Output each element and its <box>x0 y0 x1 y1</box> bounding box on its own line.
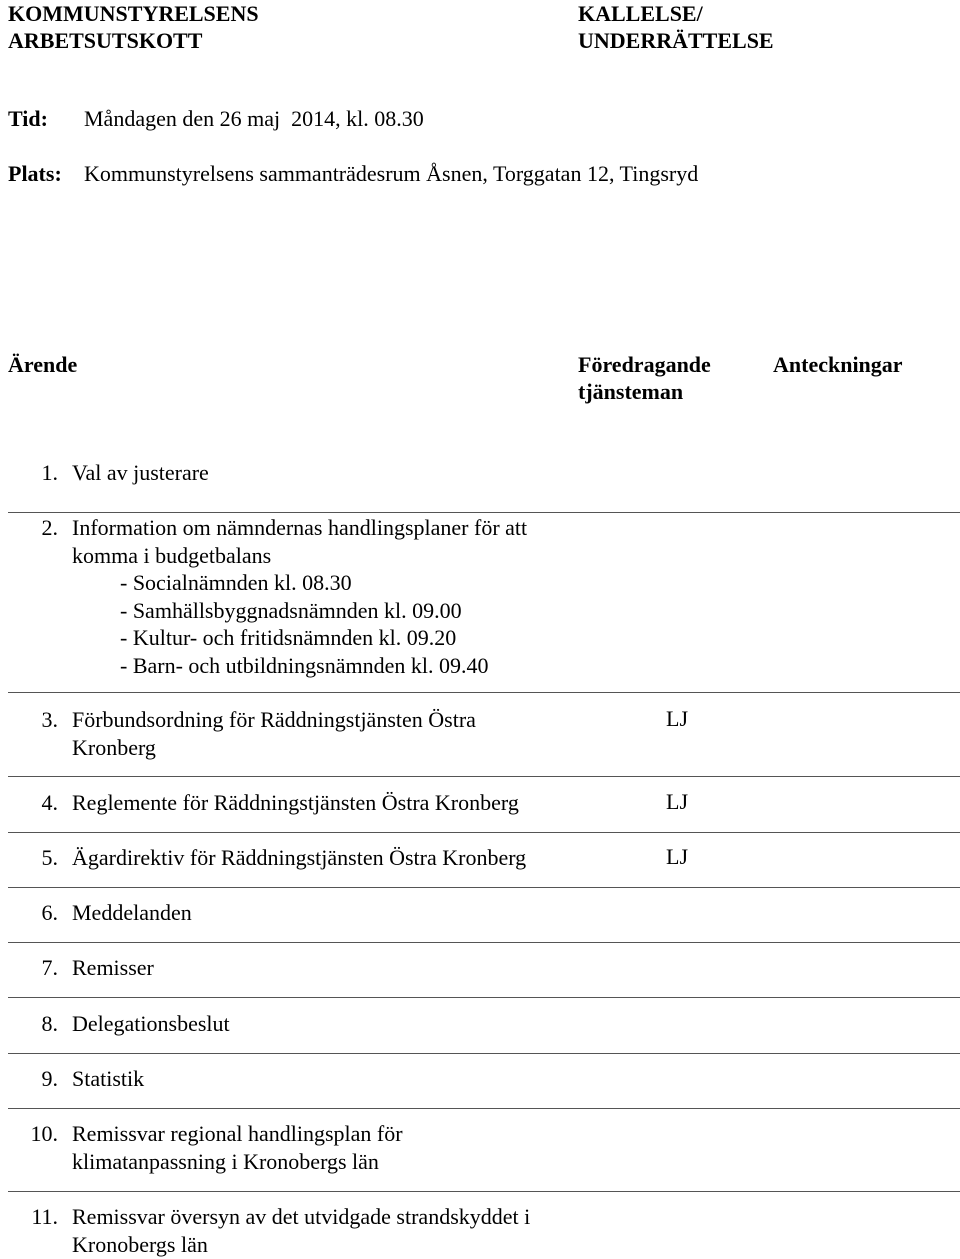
row-divider <box>8 692 960 693</box>
item-number: 11. <box>31 1204 58 1229</box>
item-number: 10. <box>30 1121 58 1146</box>
item-number: 2. <box>41 515 58 540</box>
row-divider <box>8 887 960 888</box>
column-heading-foredragande <box>578 351 711 405</box>
item-text <box>72 844 526 872</box>
item-text <box>72 1065 144 1093</box>
item-text-line: komma i budgetbalans <box>72 542 272 568</box>
item-text-line: Förbundsordning för Räddningstjänsten Östra <box>72 707 476 732</box>
item-text <box>72 514 527 679</box>
item-text-line: Kronobergs län <box>72 1231 208 1257</box>
item-text <box>72 1203 530 1258</box>
item-text <box>72 459 209 487</box>
sub-item: - Kultur- och fritidsnämnden kl. 09.20 <box>120 625 457 650</box>
item-text <box>72 706 476 761</box>
item-number: 8. <box>41 1011 58 1036</box>
org-name-line1: KOMMUNSTYRELSENS <box>8 1 259 26</box>
responsible-official: LJ <box>666 789 688 814</box>
row-divider <box>8 1108 960 1109</box>
item-text-line: Delegationsbeslut <box>72 1011 230 1036</box>
sub-item: - Socialnämnden kl. 08.30 <box>120 570 352 595</box>
item-number: 1. <box>41 460 58 485</box>
item-number: 4. <box>41 790 58 815</box>
sub-item: - Samhällsbyggnadsnämnden kl. 09.00 <box>120 597 462 623</box>
row-divider <box>8 1053 960 1054</box>
place-label: Plats: <box>8 161 62 186</box>
item-number: 7. <box>41 955 58 980</box>
responsible-official: LJ <box>666 844 688 869</box>
column-heading-anteckningar: Anteckningar <box>773 352 903 377</box>
item-text-line: Remissvar översyn av det utvidgade strandskyddet i <box>72 1204 531 1229</box>
item-number: 3. <box>41 707 58 732</box>
item-text <box>72 1010 230 1038</box>
row-divider <box>8 1191 960 1192</box>
row-divider <box>8 832 960 833</box>
column-heading-foredragande-line2: tjänsteman <box>578 379 684 404</box>
time-value: Måndagen den 26 maj 2014, kl. 08.30 <box>84 106 424 131</box>
column-heading-arende: Ärende <box>8 352 78 377</box>
item-text-line: Reglemente för Räddningstjänsten Östra Kronberg <box>72 790 519 815</box>
row-divider <box>8 776 960 777</box>
document-type-line1: KALLELSE/ <box>578 1 703 26</box>
item-text <box>72 1120 403 1175</box>
item-number: 5. <box>41 845 58 870</box>
item-text-line: Meddelanden <box>72 900 192 925</box>
document-type <box>578 0 774 54</box>
item-text <box>72 789 519 817</box>
item-number: 9. <box>41 1066 58 1091</box>
item-text-line: Statistik <box>72 1066 145 1091</box>
item-text <box>72 954 154 982</box>
item-text-line: Kronberg <box>72 734 156 760</box>
item-text <box>72 899 192 927</box>
item-number: 6. <box>41 900 58 925</box>
item-text-line: Remisser <box>72 955 154 980</box>
org-name-line2: ARBETSUTSKOTT <box>8 28 203 53</box>
time-label: Tid: <box>8 106 48 131</box>
row-divider <box>8 997 960 998</box>
column-heading-foredragande-line1: Föredragande <box>578 352 711 377</box>
item-text-line: Ägardirektiv för Räddningstjänsten Östra Kronberg <box>72 845 527 870</box>
item-text-line: Val av justerare <box>72 460 209 485</box>
item-text-line: klimatanpassning i Kronobergs län <box>72 1148 379 1174</box>
place-value: Kommunstyrelsens sammanträdesrum Åsnen, Torggatan 12, Tingsryd <box>84 161 699 186</box>
item-text-line: Remissvar regional handlingsplan för <box>72 1121 403 1146</box>
row-divider <box>8 512 960 513</box>
responsible-official: LJ <box>666 706 688 731</box>
row-divider <box>8 942 960 943</box>
sub-item: - Barn- och utbildningsnämnden kl. 09.40 <box>120 652 489 678</box>
item-text-line: Information om nämndernas handlingsplaner för att <box>72 515 528 540</box>
org-name <box>8 0 259 54</box>
document-type-line2: UNDERRÄTTELSE <box>578 28 774 53</box>
